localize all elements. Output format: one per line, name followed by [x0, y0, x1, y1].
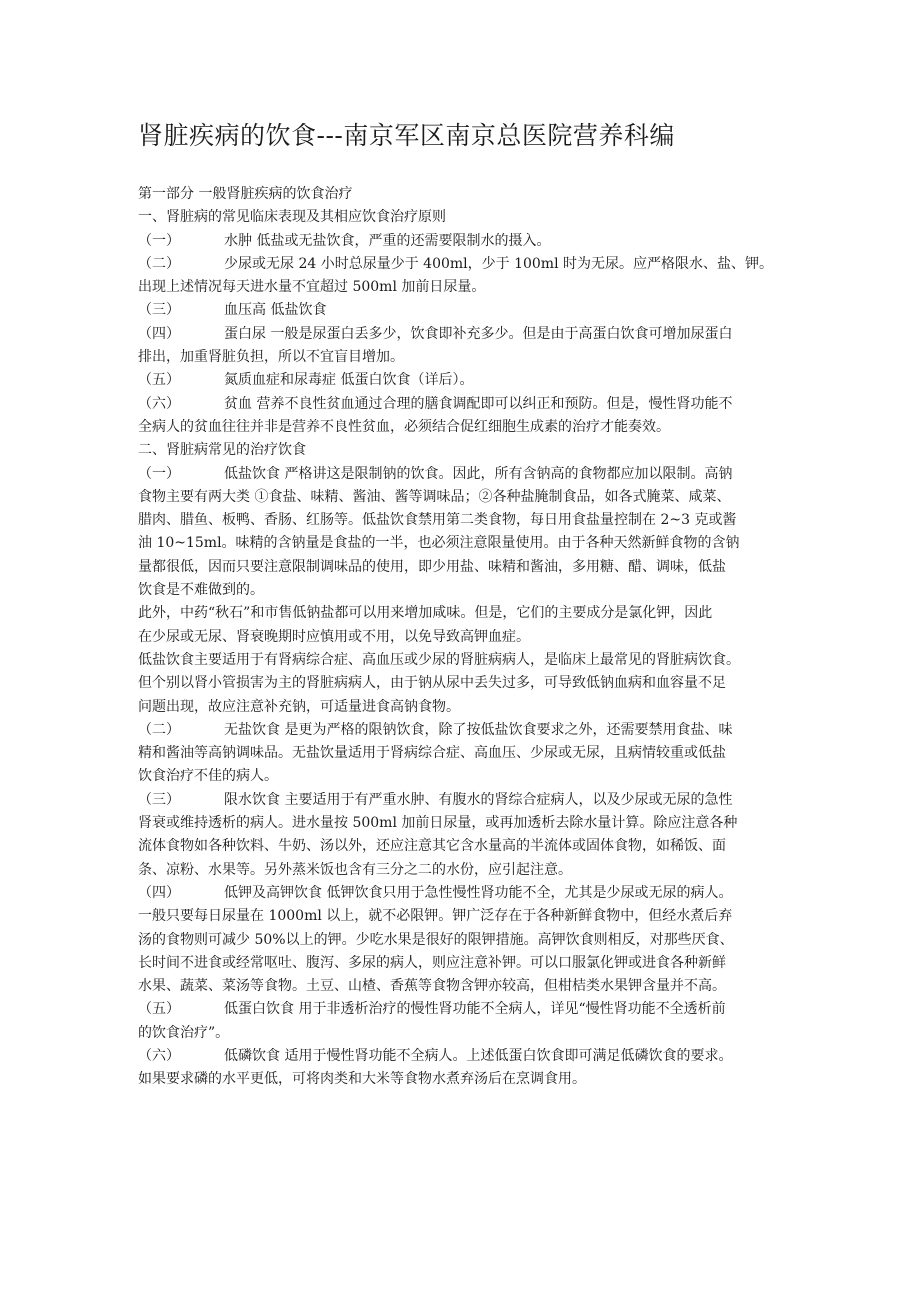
text-line	[138, 1068, 790, 1091]
line-text: 腊肉、腊鱼、板鸭、香肠、红肠等。低盐饮食禁用第二类食物，每日用食盐量控制在 2~3 克或酱	[138, 512, 737, 529]
text-line	[138, 929, 790, 952]
document-title: 肾脏疾病的饮食---南京军区南京总医院营养科编	[138, 121, 675, 150]
text-line	[138, 1045, 790, 1068]
line-text: 出现上述情况每天进水量不宜超过 500ml 加前日尿量。	[138, 279, 486, 296]
text-line	[138, 369, 790, 392]
text-line	[138, 626, 790, 649]
text-line	[138, 532, 790, 555]
line-text: 低磷饮食 适用于慢性肾功能不全病人。上述低蛋白饮食即可满足低磷饮食的要求。	[224, 1047, 733, 1064]
item-label: （二）	[138, 721, 180, 738]
line-text: 低盐饮食主要适用于有肾病综合症、高血压或少尿的肾脏病病人，是临床上最常见的肾脏病饮食。	[138, 651, 740, 668]
text-line	[138, 253, 790, 276]
item-label: （三）	[138, 302, 180, 319]
line-text: 精和酱油等高钠调味品。无盐饮量适用于肾病综合症、高血压、少尿或无尿，且病情较重或低盐	[138, 745, 726, 762]
line-text: 食物主要有两大类 ①食盐、味精、酱油、酱等调味品；②各种盐腌制食品，如各式腌菜、咸菜、	[138, 488, 731, 505]
line-text: 无盐饮食 是更为严格的限钠饮食，除了按低盐饮食要求之外，还需要禁用食盐、味	[224, 721, 733, 738]
item-label: （五）	[138, 372, 180, 389]
text-line	[138, 719, 790, 742]
line-text: 低蛋白饮食 用于非透析治疗的慢性肾功能不全病人，详见“慢性肾功能不全透析前	[224, 1001, 726, 1018]
text-line	[138, 346, 790, 369]
line-text: 一、肾脏病的常见临床表现及其相应饮食治疗原则	[138, 209, 446, 226]
text-line	[138, 1022, 790, 1045]
line-text: 限水饮食 主要适用于有严重水肿、有腹水的肾综合症病人，以及少尿或无尿的急性	[224, 791, 733, 808]
text-line	[138, 486, 790, 509]
text-line	[138, 696, 790, 719]
text-line	[138, 835, 790, 858]
line-text: 流体食物如各种饮料、牛奶、汤以外，还应注意其它含水量高的半流体或固体食物，如稀饭、面	[138, 838, 726, 855]
item-label: （六）	[138, 1047, 180, 1064]
item-label: （一）	[138, 232, 180, 249]
text-line	[138, 416, 790, 439]
text-line	[138, 439, 790, 462]
line-text: 水果、蔬菜、菜汤等食物。土豆、山楂、香蕉等食物含钾亦较高，但柑桔类水果钾含量并不高。	[138, 978, 726, 995]
item-label: （三）	[138, 791, 180, 808]
text-line	[138, 393, 790, 416]
text-line	[138, 882, 790, 905]
item-label: （一）	[138, 465, 180, 482]
line-text: 问题出现，故应注意补充钠，可适量进食高钠食物。	[138, 698, 460, 715]
text-line	[138, 649, 790, 672]
line-text: 排出，加重肾脏负担，所以不宜盲目增加。	[138, 349, 404, 366]
line-text: 此外，中药“秋石”和市售低钠盐都可以用来增加咸味。但是，它们的主要成分是氯化钾，因此	[138, 605, 713, 622]
text-line	[138, 206, 790, 229]
item-label: （四）	[138, 884, 180, 901]
text-line	[138, 789, 790, 812]
text-line	[138, 509, 790, 532]
line-text: 贫血 营养不良性贫血通过合理的膳食调配即可以纠正和预防。但是，慢性肾功能不	[224, 395, 733, 412]
text-line	[138, 672, 790, 695]
line-text: 氮质血症和尿毒症 低蛋白饮食（详后）。	[224, 372, 474, 389]
line-text: 油 10~15ml。味精的含钠量是食盐的一半，也必须注意限量使用。由于各种天然新鲜食物的含钠	[138, 535, 740, 552]
text-line	[138, 859, 790, 882]
text-line	[138, 299, 790, 322]
text-line	[138, 765, 790, 788]
line-text: 第一部分 一般肾脏疾病的饮食治疗	[138, 186, 353, 202]
item-label: （四）	[138, 325, 180, 342]
text-line	[138, 952, 790, 975]
text-line	[138, 183, 790, 206]
text-line	[138, 579, 790, 602]
line-text: 水肿 低盐或无盐饮食，严重的还需要限制水的摄入。	[224, 232, 551, 249]
line-text: 条、凉粉、水果等。另外蒸米饭也含有三分之二的水份，应引起注意。	[138, 861, 572, 878]
line-text: 汤的食物则可减少 50%以上的钾。少吃水果是很好的限钾措施。高钾饮食则相反，对那些厌食、	[138, 931, 734, 948]
line-text: 血压高 低盐饮食	[224, 302, 327, 319]
line-text: 低钾及高钾饮食 低钾饮食只用于急性慢性肾功能不全，尤其是少尿或无尿的病人。	[224, 884, 733, 901]
item-label: （二）	[138, 255, 180, 272]
line-text: 蛋白尿 一般是尿蛋白丢多少，饮食即补充多少。但是由于高蛋白饮食可增加尿蛋白	[224, 325, 733, 342]
line-text: 一般只要每日尿量在 1000ml 以上，就不必限钾。钾广泛存在于各种新鲜食物中，但经水煮后弃	[138, 908, 733, 925]
text-line	[138, 556, 790, 579]
line-text: 量都很低，因而只要注意限制调味品的使用，即少用盐、味精和酱油，多用糖、醋、调味，低盐	[138, 558, 726, 575]
item-label: （六）	[138, 395, 180, 412]
line-text: 如果要求磷的水平更低，可将肉类和大米等食物水煮弃汤后在烹调食用。	[138, 1071, 586, 1088]
text-line	[138, 602, 790, 625]
line-text: 在少尿或无尿、肾衰晚期时应慎用或不用，以免导致高钾血症。	[138, 628, 530, 645]
text-line	[138, 742, 790, 765]
text-line	[138, 975, 790, 998]
text-line	[138, 463, 790, 486]
line-text: 肾衰或维持透析的病人。进水量按 500ml 加前日尿量，或再加透析去除水量计算。除应注意各种	[138, 815, 738, 832]
line-text: 的饮食治疗”。	[138, 1024, 230, 1041]
line-text: 低盐饮食 严格讲这是限制钠的饮食。因此，所有含钠高的食物都应加以限制。高钠	[224, 465, 733, 482]
line-text: 少尿或无尿 24 小时总尿量少于 400ml，少于 100ml 时为无尿。应严格限水、盐、钾。	[224, 255, 774, 272]
line-text: 长时间不进食或经常呕吐、腹泻、多尿的病人，则应注意补钾。可以口服氯化钾或进食各种新鲜	[138, 954, 726, 971]
text-line	[138, 276, 790, 299]
line-text: 饮食治疗不佳的病人。	[138, 768, 278, 785]
line-text: 但个别以肾小管损害为主的肾脏病病人，由于钠从尿中丢失过多，可导致低钠血病和血容量不足	[138, 675, 726, 692]
text-line	[138, 230, 790, 253]
text-line	[138, 905, 790, 928]
text-line	[138, 812, 790, 835]
text-line	[138, 998, 790, 1021]
text-line	[138, 323, 790, 346]
line-text: 全病人的贫血往往并非是营养不良性贫血，必须结合促红细胞生成素的治疗才能奏效。	[138, 418, 670, 435]
line-text: 二、肾脏病常见的治疗饮食	[138, 442, 306, 459]
item-label: （五）	[138, 1001, 180, 1018]
document-body	[138, 183, 790, 1092]
line-text: 饮食是不难做到的。	[138, 582, 264, 599]
